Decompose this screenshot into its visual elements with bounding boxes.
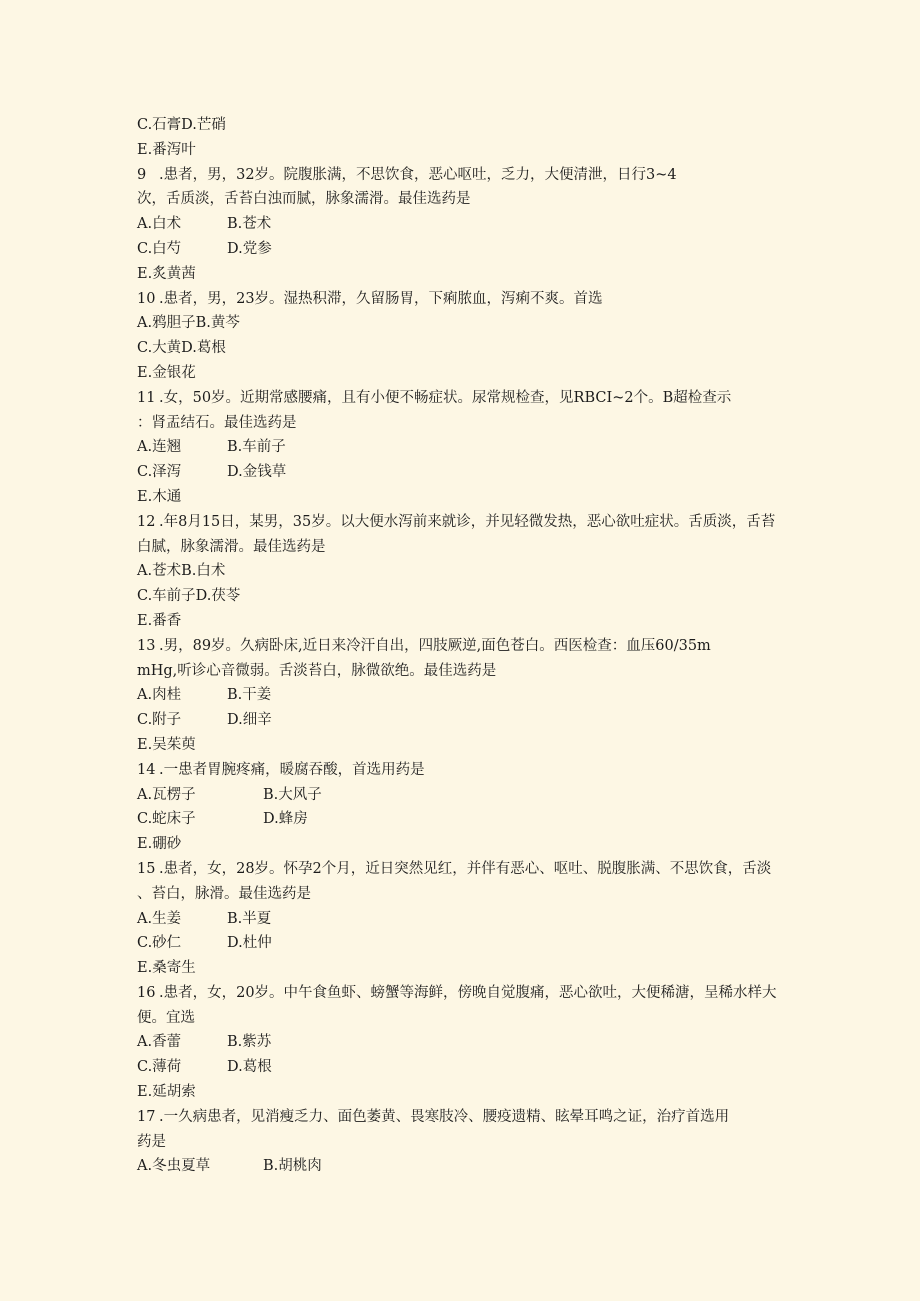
answer-option: E.桑寄生 [137,960,196,977]
question-text-line-1: .患者，男，32岁。院腹胀满，不思饮食，恶心呕吐，乏力，大便清泄，日行3~4 [159,166,677,183]
answer-option: B.大风子 [263,786,322,803]
option-row [137,485,787,510]
answer-option: A.肉桂 [137,687,182,704]
answer-option: A.生姜 [137,910,182,927]
answer-option: E.炙黄茜 [137,265,196,282]
question-stem [137,857,787,882]
question-number: 10 [137,290,156,307]
option-row [137,559,787,584]
option-row [137,832,787,857]
option-row [137,783,787,808]
answer-option: D.葛根 [227,1059,272,1076]
answer-option: C.大黄D.葛根 [137,340,226,357]
question-stem [137,634,787,659]
option-row [137,138,787,163]
answer-option: C.泽泻 [137,464,182,481]
question-text-line-2: ：肾盂结石。最佳选药是 [137,414,297,431]
answer-option: E.硼砂 [137,836,182,853]
question-stem [137,1105,787,1130]
option-row [137,336,787,361]
question-number: 13 [137,637,156,654]
option-row [137,237,787,262]
question-number: 16 [137,984,156,1001]
answer-option: E.延胡索 [137,1084,196,1101]
answer-option: A.连翘 [137,439,182,456]
option-row [137,212,787,237]
question-number: 15 [137,860,156,877]
answer-option: C.石膏D.芒硝 [137,117,226,133]
option-row [137,807,787,832]
option-row [137,460,787,485]
option-row [137,733,787,758]
answer-option: C.薄荷 [137,1059,182,1076]
answer-option: E.番香 [137,612,182,629]
answer-option: B.紫苏 [227,1034,272,1051]
question-text-line-2: 便。宜选 [137,1009,195,1026]
option-row [137,1030,787,1055]
option-row [137,1154,787,1179]
option-row [137,1080,787,1105]
option-row [137,1055,787,1080]
option-row [137,609,787,634]
answer-option: D.蜂房 [263,811,308,828]
option-row [137,683,787,708]
question-text: .一患者胃腕疼痛，暖腐吞酸，首选用药是 [159,761,425,778]
question-stem [137,386,787,411]
option-row [137,311,787,336]
answer-option: E.吴茱萸 [137,736,196,753]
question-text-line-2: 、苔白，脉滑。最佳选药是 [137,885,311,902]
question-text-line-1: .患者，女，28岁。怀孕2个月，近日突然见红，并伴有恶心、呕吐、脱腹胀满、不思饮食，舌淡 [159,860,772,877]
answer-option: A.苍术B.白术 [137,563,226,580]
question-number: 17 [137,1108,156,1125]
answer-option: D.细辛 [227,712,272,729]
answer-option: E.木通 [137,488,182,505]
answer-option: B.半夏 [227,910,272,927]
question-text-line-1: .男，89岁。久病卧床,近日来冷汗自出，四肢厥逆,面色苍白。西医检查：血压60/35m [159,637,711,654]
question-number: 9 [137,166,147,183]
question-number: 14 [137,761,156,778]
question-text-line-2: 药是 [137,1133,166,1150]
option-row [137,113,787,138]
question-number: 12 [137,513,156,530]
option-row [137,956,787,981]
answer-option: E.番泻叶 [137,141,196,158]
option-row [137,584,787,609]
question-stem [137,510,787,535]
question-text-line-1: .一久病患者，见消瘦乏力、面色萎黄、畏寒肢冷、腰疫遗精、眩晕耳鸣之证，治疗首选用 [159,1108,730,1125]
answer-option: A.瓦楞子 [137,786,196,803]
option-row [137,435,787,460]
option-row [137,708,787,733]
question-text-line-2: 次，舌质淡，舌苔白浊而腻，脉象濡滑。最佳选药是 [137,191,471,208]
answer-option: A.冬虫夏草 [137,1158,211,1175]
answer-option: A.香蕾 [137,1034,182,1051]
question-number: 11 [137,389,156,406]
question-text-line-2: mHg,听诊心音微弱。舌淡苔白，脉微欲绝。最佳选药是 [137,662,497,679]
question-stem [137,287,787,312]
question-list [137,113,787,1179]
question-text-line-1: .女，50岁。近期常感腰痛，且有小便不畅症状。尿常规检查，见RBCI~2个。B超检查示 [159,389,732,406]
question-stem [137,758,787,783]
question-text-line-2: 白腻，脉象濡滑。最佳选药是 [137,538,326,555]
answer-option: B.胡桃肉 [263,1158,322,1175]
answer-option: E.金银花 [137,364,196,381]
answer-option: C.砂仁 [137,935,182,952]
question-text: .患者，男，23岁。湿热积滞，久留肠胃，下痢脓血，泻痢不爽。首选 [159,290,603,307]
option-row [137,262,787,287]
answer-option: C.白芍 [137,240,182,257]
answer-option: D.党参 [227,240,272,257]
answer-option: A.白术 [137,216,182,233]
question-text-line-1: .年8月15日，某男，35岁。以大便水泻前来就诊，并见轻微发热，恶心欲吐症状。舌质淡，舌苔 [159,513,776,530]
option-row [137,907,787,932]
answer-option: C.蛇床子 [137,811,196,828]
answer-option: C.车前子D.茯苓 [137,588,241,605]
question-stem [137,981,787,1006]
answer-option: B.干姜 [227,687,272,704]
answer-option: D.金钱草 [227,464,287,481]
answer-option: B.车前子 [227,439,286,456]
question-stem [137,163,787,188]
question-text-line-1: .患者，女，20岁。中午食鱼虾、螃蟹等海鲜，傍晚自觉腹痛，恶心欲吐，大便稀溏，呈稀水样大 [159,984,777,1001]
answer-option: C.附子 [137,712,182,729]
option-row [137,361,787,386]
answer-option: A.鸦胆子B.黄芩 [137,315,240,332]
answer-option: B.苍术 [227,216,272,233]
option-row [137,931,787,956]
answer-option: D.杜仲 [227,935,272,952]
